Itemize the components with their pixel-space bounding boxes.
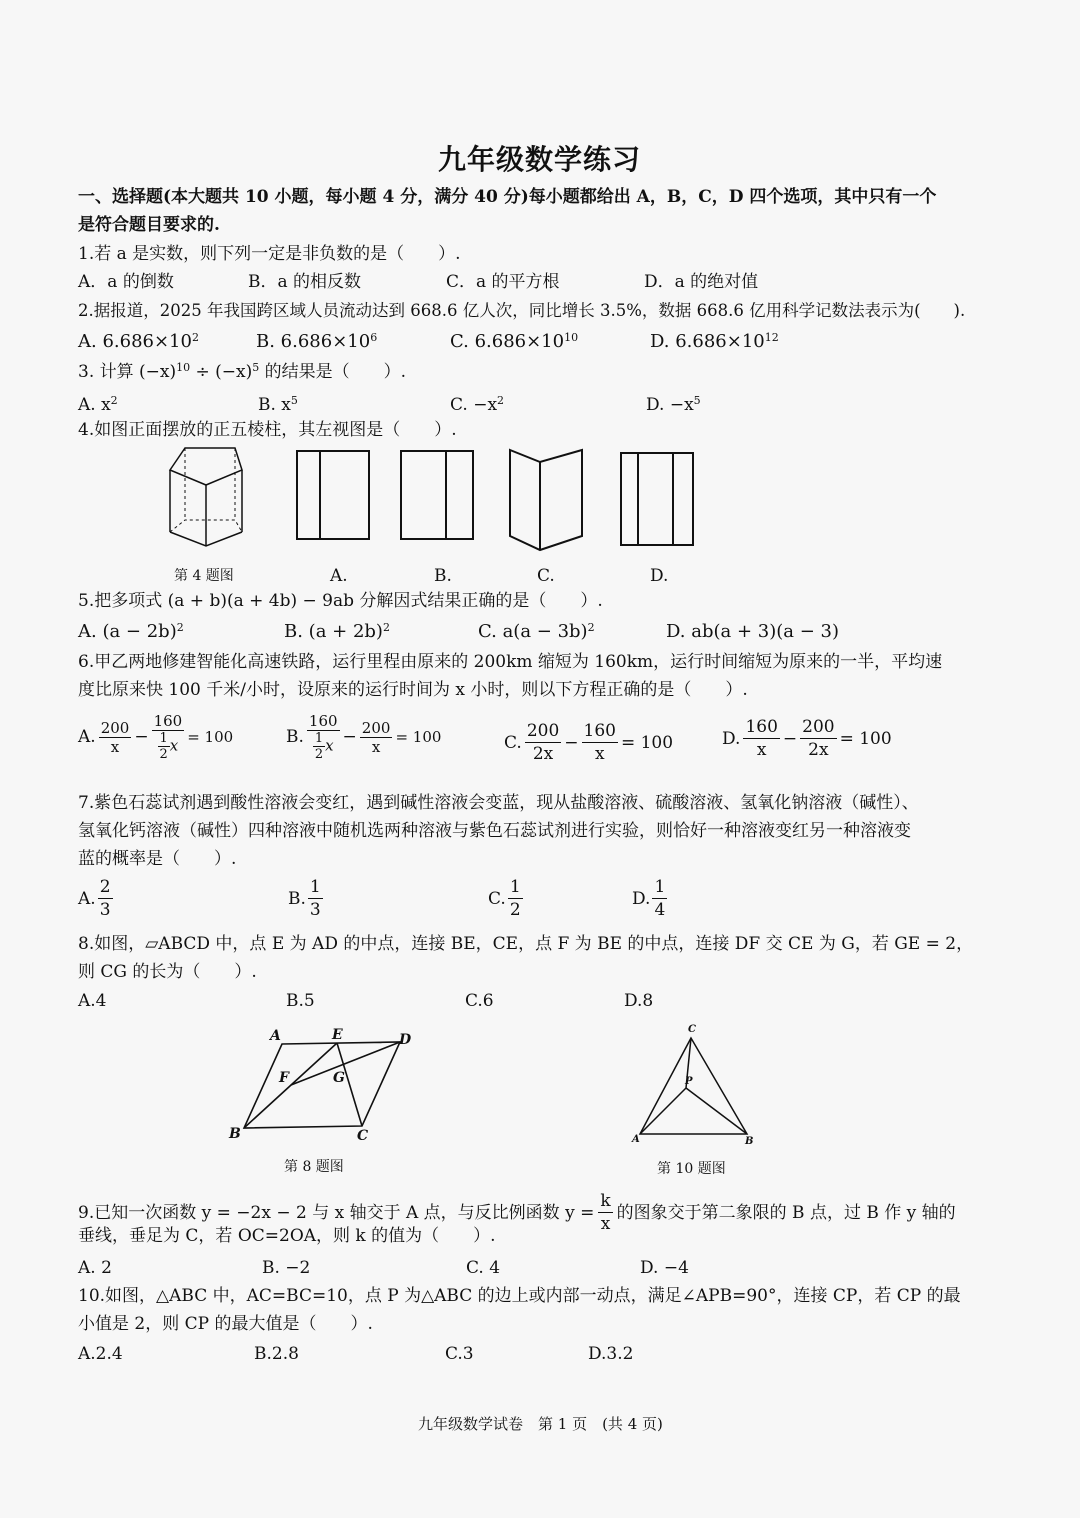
q2-option-d: D. $6.686\times 10^{12}$ bbox=[650, 331, 779, 352]
q5-option-d: D. ab(a + 3)(a − 3) bbox=[666, 621, 839, 642]
q10-option-c: C.3 bbox=[445, 1344, 474, 1364]
q1-option-b: B．a 的相反数 bbox=[248, 272, 362, 292]
q4-option-d: D. bbox=[650, 566, 669, 586]
q7-stem-line2: 氢氧化钙溶液（碱性）四种溶液中随机选两种溶液与紫色石蕊试剂进行实验，则恰好一种溶液变红另一种溶液变 bbox=[78, 821, 911, 841]
q7-option-c: C. $\frac{1}{2}$ bbox=[488, 877, 521, 920]
q7-option-b: B. $\frac{1}{3}$ bbox=[288, 877, 321, 920]
q3-option-a: A. $x^2$ bbox=[78, 394, 118, 415]
q8-point-b: B bbox=[229, 1126, 241, 1142]
q8-option-b: B.5 bbox=[286, 991, 315, 1011]
q6-option-b: B. 160 $\frac{1}{2}$ x − $\frac{200}{x}$ = 100 bbox=[286, 712, 442, 762]
q4-option-a: A. bbox=[330, 566, 348, 586]
q9-stem-line1: 9.已知一次函数 y = −2x − 2 与 x 轴交于 A 点，与反比例函数 y = $\frac{k}{x}$ 的图象交于第二象限的 B 点，过 B 作 y 轴的 bbox=[78, 1191, 956, 1234]
q8-point-d: D bbox=[399, 1032, 412, 1048]
q10-point-a: A bbox=[632, 1134, 640, 1145]
q9-option-b: B. −2 bbox=[262, 1258, 311, 1278]
q8-option-c: C.6 bbox=[465, 991, 494, 1011]
q2-option-a: A. $6.686\times 10^2$ bbox=[78, 331, 199, 352]
q8-point-a: A bbox=[270, 1028, 281, 1044]
q8-parallelogram-figure bbox=[225, 1022, 425, 1146]
q9-option-d: D. −4 bbox=[640, 1258, 689, 1278]
q5-option-c: C. $a(a - 3b)^2$ bbox=[478, 621, 595, 642]
q6-option-c: C. $\frac{200}{2x}$ − $\frac{160}{x}$ = 100 bbox=[504, 721, 674, 764]
q10-option-d: D.3.2 bbox=[588, 1344, 634, 1364]
q8-point-c: C bbox=[357, 1128, 369, 1144]
q2-option-c: C. $6.686\times 10^{10}$ bbox=[450, 331, 579, 352]
q4-caption: 第 4 题图 bbox=[174, 568, 234, 584]
q7-stem-line1: 7.紫色石蕊试剂遇到酸性溶液会变红，遇到碱性溶液会变蓝，现从盐酸溶液、硫酸溶液、氢氧化钠溶液（碱性）、 bbox=[78, 793, 919, 813]
q6-stem-line1: 6.甲乙两地修建智能化高速铁路，运行里程由原来的 200km 缩短为 160km，运行时间缩短为原来的一半，平均速 bbox=[78, 652, 943, 672]
q10-point-b: B bbox=[745, 1136, 754, 1147]
q8-stem-line2: 则 CG 的长为（ ）. bbox=[78, 962, 257, 982]
q1-stem: 1.若 a 是实数，则下列一定是非负数的是（ ）. bbox=[78, 244, 461, 264]
q8-caption: 第 8 题图 bbox=[284, 1159, 344, 1175]
q3-stem: 3. 计算 $(-x)^{10} \div (-x)^5$ 的结果是（ ）. bbox=[78, 361, 407, 382]
section-heading-line2: 是符合题目要求的. bbox=[78, 215, 220, 235]
q8-point-e: E bbox=[332, 1027, 343, 1043]
q5-option-b: B. $(a + 2b)^2$ bbox=[284, 621, 390, 642]
q2-option-b: B. $6.686\times 10^6$ bbox=[256, 331, 378, 352]
q4-option-d-figure bbox=[620, 452, 694, 546]
page-footer: 九年级数学试卷 第 1 页 (共 4 页) bbox=[418, 1415, 663, 1433]
q6-option-a: A. $\frac{200}{x}$ − 160 $\frac{1}{2}$ x = 100 bbox=[78, 712, 234, 762]
q4-option-a-figure bbox=[296, 450, 370, 540]
q4-prism-figure bbox=[160, 440, 250, 550]
q1-option-a: A．a 的倒数 bbox=[78, 272, 174, 292]
q2-stem: 2.据报道，2025 年我国跨区域人员流动达到 668.6 亿人次，同比增长 3.5%，数据 668.6 亿用科学记数法表示为( ). bbox=[78, 301, 966, 320]
q3-option-d: D. $-x^5$ bbox=[646, 394, 701, 415]
q8-stem-line1: 8.如图，▱ABCD 中，点 E 为 AD 的中点，连接 BE，CE，点 F 为 BE 的中点，连接 DF 交 CE 为 G，若 GE = 2， bbox=[78, 934, 974, 954]
q4-option-c-figure bbox=[508, 448, 584, 552]
q10-stem-line1: 10.如图，△ABC 中，AC=BC=10，点 P 为△ABC 的边上或内部一动点，满足∠APB=90°，连接 CP，若 CP 的最 bbox=[78, 1286, 961, 1306]
q10-stem-line2: 小值是 2，则 CP 的最大值是（ ）. bbox=[78, 1314, 373, 1334]
q7-option-d: D. $\frac{1}{4}$ bbox=[632, 877, 666, 920]
q4-option-b: B. bbox=[434, 566, 452, 586]
q8-option-d: D.8 bbox=[624, 991, 654, 1011]
page-title: 九年级数学练习 bbox=[438, 143, 642, 176]
q8-point-f: F bbox=[279, 1070, 289, 1086]
q8-option-a: A.4 bbox=[78, 991, 107, 1011]
q10-point-p: P bbox=[685, 1076, 693, 1087]
q10-triangle-figure bbox=[625, 1020, 760, 1148]
q3-option-c: C. $-x^2$ bbox=[450, 394, 505, 415]
q7-stem-line3: 蓝的概率是（ ）. bbox=[78, 849, 237, 869]
q6-stem-line2: 度比原来快 100 千米/小时，设原来的运行时间为 x 小时，则以下方程正确的是（ ）. bbox=[78, 680, 748, 700]
q5-option-a: A. $(a - 2b)^2$ bbox=[78, 621, 184, 642]
q9-option-c: C. 4 bbox=[466, 1258, 501, 1278]
q10-point-c: C bbox=[688, 1024, 696, 1035]
q9-option-a: A. 2 bbox=[78, 1258, 112, 1278]
q10-option-a: A.2.4 bbox=[78, 1344, 123, 1364]
q10-option-b: B.2.8 bbox=[254, 1344, 299, 1364]
q1-option-c: C．a 的平方根 bbox=[446, 272, 560, 292]
q8-point-g: G bbox=[333, 1070, 345, 1086]
q4-option-b-figure bbox=[400, 450, 474, 540]
q9-stem-line2: 垂线，垂足为 C，若 OC=2OA，则 k 的值为（ ）. bbox=[78, 1226, 496, 1246]
q6-option-d: D. $\frac{160}{x}$ − $\frac{200}{2x}$ = 100 bbox=[722, 717, 892, 760]
q4-option-c: C. bbox=[537, 566, 555, 586]
section-heading-line1: 一、选择题(本大题共 10 小题，每小题 4 分，满分 40 分)每小题都给出 A，B，C，D 四个选项，其中只有一个 bbox=[78, 187, 937, 207]
q10-caption: 第 10 题图 bbox=[657, 1161, 726, 1177]
q3-option-b: B. $x^5$ bbox=[258, 394, 298, 415]
q7-option-a: A. $\frac{2}{3}$ bbox=[78, 877, 111, 920]
q4-stem: 4.如图正面摆放的正五棱柱，其左视图是（ ）. bbox=[78, 420, 457, 440]
q1-option-d: D．a 的绝对值 bbox=[644, 272, 759, 292]
q5-stem: 5.把多项式 (a + b)(a + 4b) − 9ab 分解因式结果正确的是（ ）. bbox=[78, 591, 603, 611]
